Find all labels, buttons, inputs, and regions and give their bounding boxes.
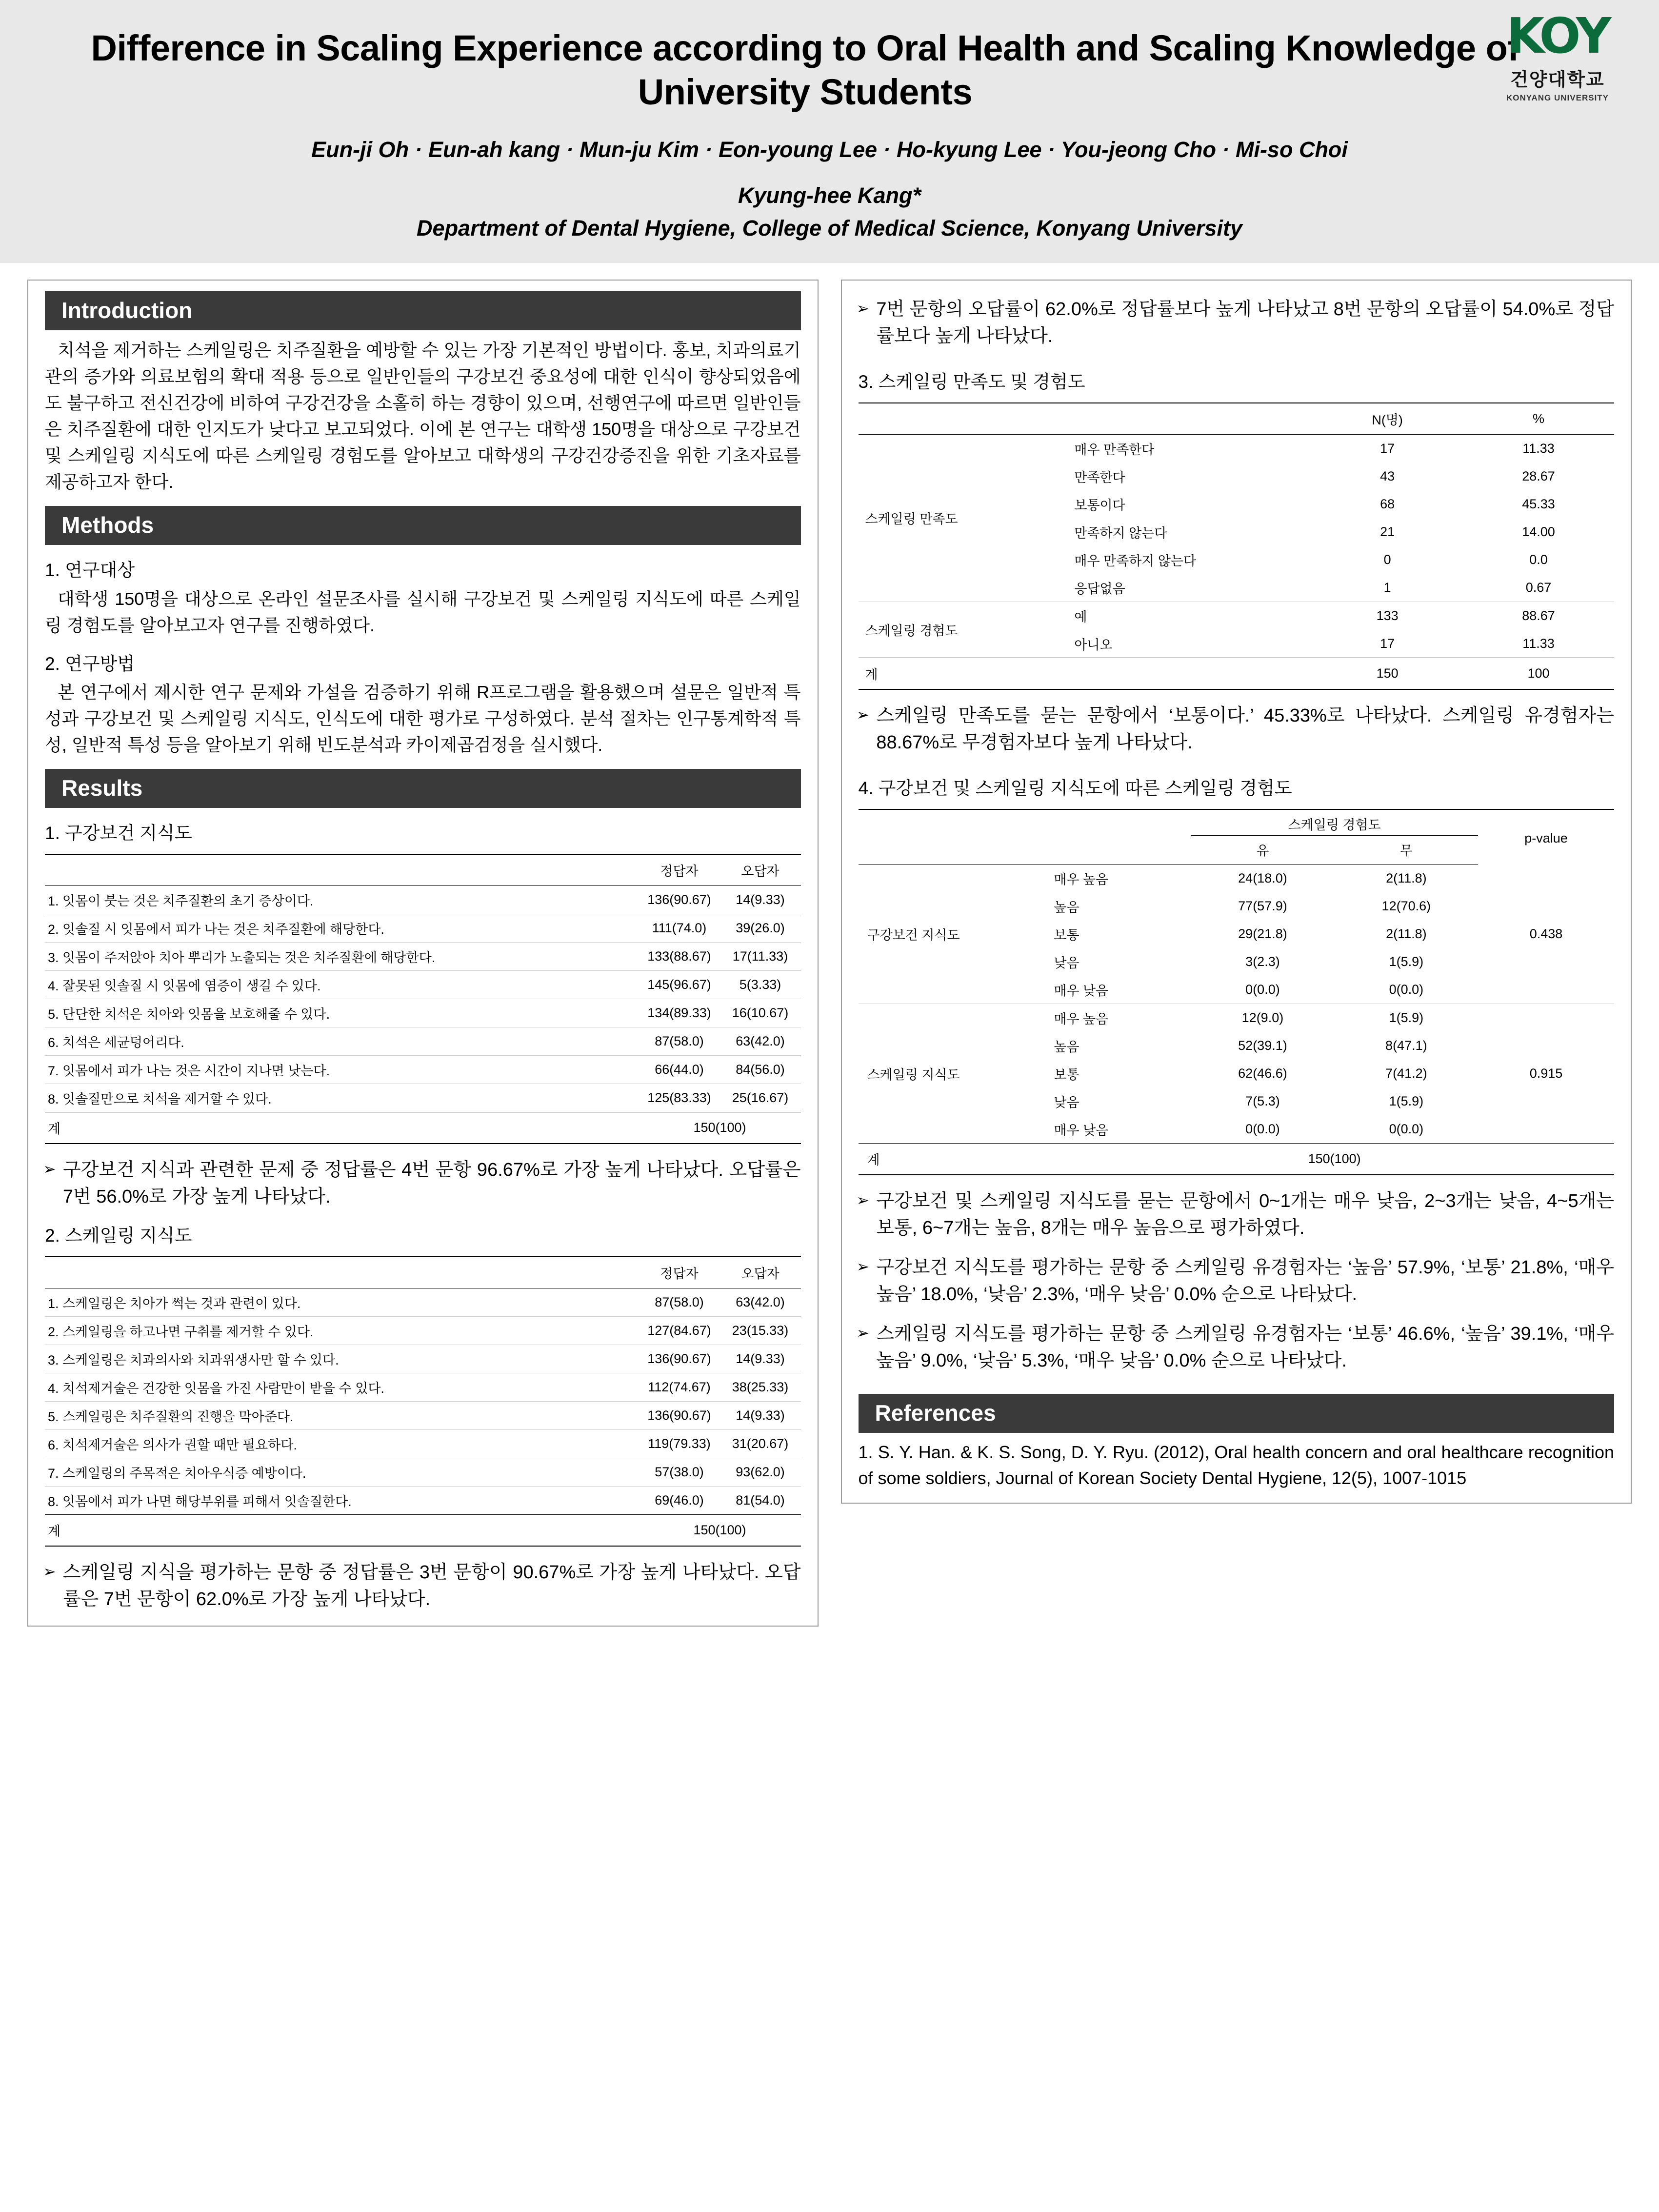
table2-wrapper (28, 1248, 818, 1547)
table-header-row (45, 854, 801, 886)
table-row (45, 914, 801, 943)
table-row (45, 1487, 801, 1515)
table-row (45, 1084, 801, 1112)
cell-level: 매우 높음 (1054, 872, 1109, 887)
table3-body (859, 434, 1615, 658)
table1-header-2: 오답자 (720, 854, 801, 886)
bullet-oral-health-distribution (842, 1242, 1631, 1308)
cell-total-value: 150(100) (639, 1112, 801, 1144)
cell-item: 매우 만족하지 않는다 (1074, 553, 1197, 568)
table1-header-1: 정답자 (639, 854, 720, 886)
table2-body (45, 1288, 801, 1515)
table-row (45, 999, 801, 1027)
cell-yes: 0(0.0) (1245, 1121, 1280, 1136)
bullet-text: 스케일링 지식도를 평가하는 문항 중 스케일링 유경험자는 ‘보통’ 46.6%, ‘높음’ 39.1%, ‘매우 높음’ 9.0%, ‘낮음’ 5.3%, ‘매우 낮음’ 0.0% 순으로 나타났다. (876, 1324, 1614, 1371)
methods-sub1-body: 대학생 150명을 대상으로 온라인 설문조사를 실시해 구강보건 및 스케일링 지식도에 따른 스케일링 경험도를 알아보고자 연구를 진행하였다. (45, 588, 801, 635)
cell-question: 3. 잇몸이 주저앉아 치아 뿌리가 노출되는 것은 치주질환에 해당한다. (45, 943, 639, 971)
bullet-arrow-icon: ➢ (43, 1160, 56, 1178)
section-heading-results: Results (45, 769, 801, 808)
reference-item: 1. S. Y. Han. & K. S. Song, D. Y. Ryu. (2012), Oral health concern and oral healthcare recognition of some soldiers, Journal of Korean Society Dental Hygiene, 12(5), 1007-1015 (858, 1442, 1614, 1488)
table3-header-n: N(명) (1312, 403, 1463, 435)
cell-yes: 29(21.8) (1238, 926, 1287, 941)
table3-footer (859, 658, 1615, 689)
cell-yes: 24(18.0) (1238, 870, 1287, 885)
cell-correct: 57(38.0) (639, 1458, 720, 1487)
author-list: Eun-ji Oh · Eun-ah kang · Mun-ju Kim · Eon-young Lee · Ho-kyung Lee · You-jeong Cho · Mi-so Choi (311, 137, 1348, 162)
bullet-satisfaction-summary (842, 690, 1631, 756)
table1-title: 1. 구강보건 지식도 (45, 823, 192, 844)
bullet-text: 스케일링 지식을 평가하는 문항 중 정답률은 3번 문항이 90.67%로 가장 높게 나타났다. 오답률은 7번 문항이 62.0%로 가장 높게 나타났다. (62, 1562, 801, 1610)
cell-no: 2(11.8) (1386, 870, 1427, 885)
cell-yes: 52(39.1) (1238, 1038, 1287, 1053)
cell-total-label: 계 (859, 658, 1312, 689)
cell-level: 매우 낮음 (1054, 983, 1109, 998)
cell-wrong: 17(11.33) (720, 943, 801, 971)
cell-question: 7. 스케일링의 주목적은 치아우식증 예방이다. (45, 1458, 639, 1487)
cell-correct: 69(46.0) (655, 1493, 704, 1508)
cell-wrong: 14(9.33) (720, 886, 801, 914)
cell-item: 아니오 (1074, 637, 1113, 652)
bullet-knowledge-scale-definition (842, 1175, 1631, 1242)
cell-yes: 77(57.9) (1238, 898, 1287, 913)
cell-no: 1(5.9) (1389, 954, 1424, 969)
cell-wrong: 16(10.67) (720, 999, 801, 1027)
cell-question: 1. 스케일링은 치아가 썩는 것과 관련이 있다. (45, 1288, 639, 1317)
table4-group-header: 스케일링 경험도 (1191, 809, 1478, 836)
bullet-q7-q8-summary (842, 281, 1631, 350)
table3-title: 3. 스케일링 만족도 및 경험도 (858, 371, 1085, 392)
table-row (45, 1288, 801, 1317)
cell-wrong: 23(15.33) (720, 1317, 801, 1345)
cell-wrong: 14(9.33) (720, 1345, 801, 1373)
bullet-arrow-icon: ➢ (856, 705, 870, 724)
cell-wrong: 25(16.67) (732, 1090, 789, 1106)
cell-wrong: 38(25.33) (720, 1373, 801, 1402)
bullet-text: 구강보건 지식과 관련한 문제 중 정답률은 4번 문항 96.67%로 가장 높게 나타났다. 오답률은 7번 56.0%로 가장 높게 나타났다. (62, 1160, 801, 1207)
cell-question: 2. 잇솔질 시 잇몸에서 피가 나는 것은 치주질환에 해당한다. (45, 914, 639, 943)
table-row (45, 1027, 801, 1056)
table4-subheader-no: 무 (1335, 835, 1478, 864)
cell-wrong: 14(9.33) (720, 1402, 801, 1430)
cell-correct: 136(90.67) (639, 886, 720, 914)
poster-header (0, 0, 1659, 263)
table-total-row (859, 658, 1615, 689)
cell-total-blank (1024, 1143, 1191, 1175)
cell-correct: 119(79.33) (639, 1430, 720, 1458)
right-panel (841, 280, 1632, 1504)
poster-columns (0, 263, 1659, 1647)
cell-question: 3. 스케일링은 치과의사와 치과위생사만 할 수 있다. (45, 1345, 639, 1373)
table4-wrapper (842, 801, 1631, 1175)
cell-no: 1(5.9) (1389, 1093, 1424, 1108)
cell-wrong: 31(20.67) (720, 1430, 801, 1458)
cell-yes: 0(0.0) (1245, 982, 1280, 997)
table2-footer (45, 1515, 801, 1547)
cell-n: 21 (1380, 524, 1395, 539)
cell-question: 5. 단단한 치석은 치아와 잇몸을 보호해줄 수 있다. (45, 999, 639, 1027)
bullet-text: 구강보건 및 스케일링 지식도를 묻는 문항에서 0~1개는 매우 낮음, 2~3개는 낮음, 4~5개는 보통, 6~7개는 높음, 8개는 매우 높음으로 평가하였다. (876, 1190, 1614, 1238)
affiliation: Department of Dental Hygiene, College of Medical Science, Konyang University (417, 216, 1242, 241)
cell-no: 0(0.0) (1389, 1121, 1424, 1136)
cell-item: 만족하지 않는다 (1074, 525, 1167, 541)
cell-pct: 11.33 (1522, 636, 1555, 651)
cell-group-label: 구강보건 지식도 (867, 927, 960, 943)
cell-correct: 87(58.0) (639, 1027, 720, 1056)
cell-n: 43 (1380, 468, 1395, 483)
table-header-row (45, 1257, 801, 1288)
methods-sub2-title: 2. 연구방법 (45, 653, 135, 674)
cell-wrong: 63(42.0) (720, 1288, 801, 1317)
scaling-knowledge-table (45, 1256, 801, 1547)
cell-item: 만족한다 (1074, 470, 1125, 485)
table-row (45, 1430, 801, 1458)
logo-english-name: KONYANG UNIVERSITY (1506, 93, 1609, 102)
bullet-oral-health-summary (28, 1144, 818, 1210)
section-heading-references: References (859, 1394, 1615, 1433)
table-total-row (859, 1143, 1615, 1175)
page-title: Difference in Scaling Experience according to Oral Health and Scaling Knowledge of University Students (91, 28, 1519, 113)
table2-header-2: 오답자 (720, 1257, 801, 1288)
cell-item: 예 (1055, 602, 1312, 630)
cell-group-label: 스케일링 경험도 (859, 602, 1055, 658)
table4-blank-b (1024, 835, 1191, 864)
table4-corner-blank-2 (1024, 809, 1191, 836)
cell-wrong: 5(3.33) (720, 971, 801, 999)
table-row (45, 1458, 801, 1487)
table1-footer (45, 1112, 801, 1144)
bullet-arrow-icon: ➢ (856, 1191, 870, 1209)
table2-header-0 (45, 1257, 639, 1288)
cell-correct: 111(74.0) (639, 914, 720, 943)
table1-wrapper (28, 846, 818, 1144)
table-row (859, 434, 1615, 463)
cell-n: 68 (1380, 496, 1395, 511)
cell-pct: 45.33 (1522, 496, 1555, 511)
cell-no: 2(11.8) (1386, 926, 1427, 941)
methods-sub2-body: 본 연구에서 제시한 연구 문제와 가설을 검증하기 위해 R프로그램을 활용했으며 설문은 일반적 특성과 구강보건 및 스케일링 지식도, 인식도에 대한 평가로 구성하였다. 분석 절차는 인구통계학적 특성, 일반적 특성 등을 알아보기 위해 빈도분석과 카이제곱검정을 실시했다. (45, 682, 801, 755)
cell-pct: 14.00 (1522, 524, 1555, 539)
cell-no: 0(0.0) (1389, 982, 1424, 997)
bullet-arrow-icon: ➢ (856, 1257, 870, 1275)
cell-level: 높음 (1054, 1039, 1079, 1054)
bullet-text: 7번 문항의 오답률이 62.0%로 정답률보다 높게 나타났고 8번 문항의 오답률이 54.0%로 정답률보다 높게 나타났다. (876, 299, 1614, 346)
cell-n: 0 (1383, 552, 1391, 567)
cell-correct: 134(89.33) (639, 999, 720, 1027)
cell-total-value: 150(100) (1191, 1143, 1478, 1175)
cell-total-label: 계 (45, 1515, 639, 1547)
table4-footer (859, 1143, 1615, 1175)
logo-korean-name: 건양대학교 (1510, 70, 1605, 90)
logo-mark: KOY (1506, 7, 1609, 64)
table4-subheader-yes: 유 (1191, 835, 1334, 864)
cell-pvalue: 0.438 (1529, 926, 1563, 941)
table-row (45, 1317, 801, 1345)
cell-question: 5. 스케일링은 치주질환의 진행을 막아준다. (45, 1402, 639, 1430)
table-row (45, 1373, 801, 1402)
bullet-text: 구강보건 지식도를 평가하는 문항 중 스케일링 유경험자는 ‘높음’ 57.9%, ‘보통’ 21.8%, ‘매우 높음’ 18.0%, ‘낮음’ 2.3%, ‘매우 낮음’ 0.0% 순으로 나타났다. (876, 1257, 1614, 1305)
table1-body (45, 886, 801, 1112)
cell-question: 8. 잇솔질만으로 치석을 제거할 수 있다. (48, 1092, 272, 1107)
cell-wrong: 81(54.0) (736, 1493, 785, 1508)
cell-correct: 112(74.67) (639, 1373, 720, 1402)
cell-correct: 127(84.67) (639, 1317, 720, 1345)
cell-item: 매우 만족한다 (1074, 442, 1155, 457)
cell-no: 12(70.6) (1381, 898, 1431, 913)
table4-pvalue-header: p-value (1478, 809, 1614, 865)
table1-header-0 (45, 854, 639, 886)
cell-n: 17 (1380, 441, 1395, 456)
cell-group-label: 스케일링 만족도 (865, 512, 958, 527)
table4-body (859, 864, 1615, 1143)
cell-total-label: 계 (859, 1143, 1025, 1175)
corresponding-author: Kyung-hee Kang* (738, 183, 921, 208)
bullet-arrow-icon: ➢ (856, 1324, 870, 1342)
university-logo (1484, 7, 1631, 103)
table3-header-0 (859, 403, 1055, 435)
cell-total-pct: 100 (1463, 658, 1614, 689)
cell-level: 매우 낮음 (1054, 1123, 1109, 1138)
table-row (45, 886, 801, 914)
bullet-arrow-icon: ➢ (856, 299, 870, 317)
cell-correct: 125(83.33) (647, 1090, 711, 1106)
introduction-body: 치석을 제거하는 스케일링은 치주질환을 예방할 수 있는 가장 기본적인 방법이다. 홍보, 치과의료기관의 증가와 의료보험의 확대 적용 등으로 일반인들의 구강보건 중요성에 대한 인식이 향상되었음에도 불구하고 전신건강에 비하여 구강건강을 소홀히 하는 경향이 있으며, 선행연구에 따르면 일반인들은 치주질환에 대한 인지도가 낮다고 보고되었다. 이에 본 연구는 대학생 150명을 대상으로 구강보건 및 스케일링 지식도에 따른 스케일링 경험도를 알아보고 대학생의 구강건강증진을 위한 기초자료를 제공하고자 한다. (45, 340, 801, 492)
cell-n: 1 (1383, 580, 1391, 595)
table-total-row (45, 1112, 801, 1144)
cell-total-n: 150 (1312, 658, 1463, 689)
cell-total-value: 150(100) (639, 1515, 801, 1547)
cell-level: 보통 (1054, 927, 1079, 943)
cell-n: 17 (1380, 636, 1395, 651)
table-row (859, 602, 1615, 630)
left-panel (27, 280, 819, 1627)
bullet-text: 스케일링 만족도를 묻는 문항에서 ‘보통이다.’ 45.33%로 나타났다. 스케일링 유경험자는 88.67%로 무경험자보다 높게 나타났다. (876, 705, 1614, 753)
cell-question: 4. 치석제거술은 건강한 잇몸을 가진 사람만이 받을 수 있다. (45, 1373, 639, 1402)
cell-no: 8(47.1) (1385, 1038, 1427, 1053)
table-row (45, 1345, 801, 1373)
cell-question: 8. 잇몸에서 피가 나면 해당부위를 피해서 잇솔질한다. (48, 1494, 352, 1509)
cell-level: 높음 (1054, 900, 1079, 915)
cell-wrong: 63(42.0) (720, 1027, 801, 1056)
cell-item: 보통이다 (1074, 498, 1125, 513)
bullet-scaling-knowledge-summary (28, 1547, 818, 1613)
table-row (45, 971, 801, 999)
table3-header-1 (1055, 403, 1312, 435)
cell-wrong: 39(26.0) (720, 914, 801, 943)
cell-level: 매우 높음 (1024, 1004, 1191, 1032)
table4-blank-a (859, 835, 1025, 864)
cell-correct: 133(88.67) (639, 943, 720, 971)
table-row (45, 943, 801, 971)
table3-wrapper (842, 395, 1631, 690)
cell-group-label: 스케일링 지식도 (859, 1004, 1025, 1143)
cell-pvalue: 0.915 (1478, 1004, 1614, 1143)
bullet-scaling-distribution (842, 1308, 1631, 1374)
cell-yes: 12(9.0) (1191, 1004, 1334, 1032)
cell-level: 보통 (1054, 1067, 1079, 1082)
cell-correct: 136(90.67) (639, 1402, 720, 1430)
cell-question: 7. 잇몸에서 피가 나는 것은 시간이 지나면 낫는다. (45, 1056, 639, 1084)
cell-correct: 136(90.67) (639, 1345, 720, 1373)
cell-yes: 3(2.3) (1245, 954, 1280, 969)
cell-question: 1. 잇몸이 붓는 것은 치주질환의 초기 증상이다. (45, 886, 639, 914)
cell-pct: 0.67 (1525, 580, 1552, 595)
cell-yes: 62(46.6) (1238, 1066, 1287, 1081)
methods-sub1-title: 1. 연구대상 (45, 560, 135, 580)
cell-total-blank-2 (1478, 1143, 1614, 1175)
bullet-arrow-icon: ➢ (43, 1563, 56, 1581)
table-row (859, 864, 1615, 892)
table4-corner-blank (859, 809, 1025, 836)
table-row (45, 1402, 801, 1430)
table3-header-pct: % (1463, 403, 1614, 435)
cell-n: 133 (1312, 602, 1463, 630)
section-heading-methods: Methods (45, 506, 801, 545)
left-column (27, 280, 819, 1627)
cell-total-label: 계 (45, 1112, 639, 1144)
cell-pct: 11.33 (1522, 441, 1555, 456)
table2-header-1: 정답자 (639, 1257, 720, 1288)
cell-question: 2. 스케일링을 하고나면 구취를 제거할 수 있다. (45, 1317, 639, 1345)
cell-question: 4. 잘못된 잇솔질 시 잇몸에 염증이 생길 수 있다. (45, 971, 639, 999)
cell-question: 6. 치석은 세균덩어리다. (45, 1027, 639, 1056)
satisfaction-experience-table (859, 402, 1615, 690)
table-header-row-group (859, 809, 1615, 836)
knowledge-by-experience-table (859, 809, 1615, 1175)
cell-question: 6. 치석제거술은 의사가 권할 때만 필요하다. (45, 1430, 639, 1458)
cell-yes: 7(5.3) (1245, 1093, 1280, 1108)
cell-pct: 0.0 (1529, 552, 1548, 567)
cell-wrong: 93(62.0) (720, 1458, 801, 1487)
cell-correct: 66(44.0) (639, 1056, 720, 1084)
table-total-row (45, 1515, 801, 1547)
table-header-row (859, 403, 1615, 435)
cell-no: 1(5.9) (1335, 1004, 1478, 1032)
table2-title: 2. 스케일링 지식도 (45, 1226, 192, 1246)
section-heading-introduction: Introduction (45, 291, 801, 330)
cell-pct: 88.67 (1463, 602, 1614, 630)
right-column (841, 280, 1632, 1504)
table-row (859, 1004, 1615, 1032)
cell-level: 낮음 (1054, 955, 1079, 970)
cell-correct: 87(58.0) (639, 1288, 720, 1317)
table4-title: 4. 구강보건 및 스케일링 지식도에 따른 스케일링 경험도 (858, 778, 1292, 798)
cell-no: 7(41.2) (1385, 1066, 1427, 1081)
cell-level: 낮음 (1054, 1095, 1079, 1110)
table-row (45, 1056, 801, 1084)
cell-item: 응답없음 (1074, 581, 1125, 596)
oral-health-knowledge-table (45, 854, 801, 1144)
cell-correct: 145(96.67) (639, 971, 720, 999)
cell-wrong: 84(56.0) (720, 1056, 801, 1084)
cell-pct: 28.67 (1522, 468, 1555, 483)
